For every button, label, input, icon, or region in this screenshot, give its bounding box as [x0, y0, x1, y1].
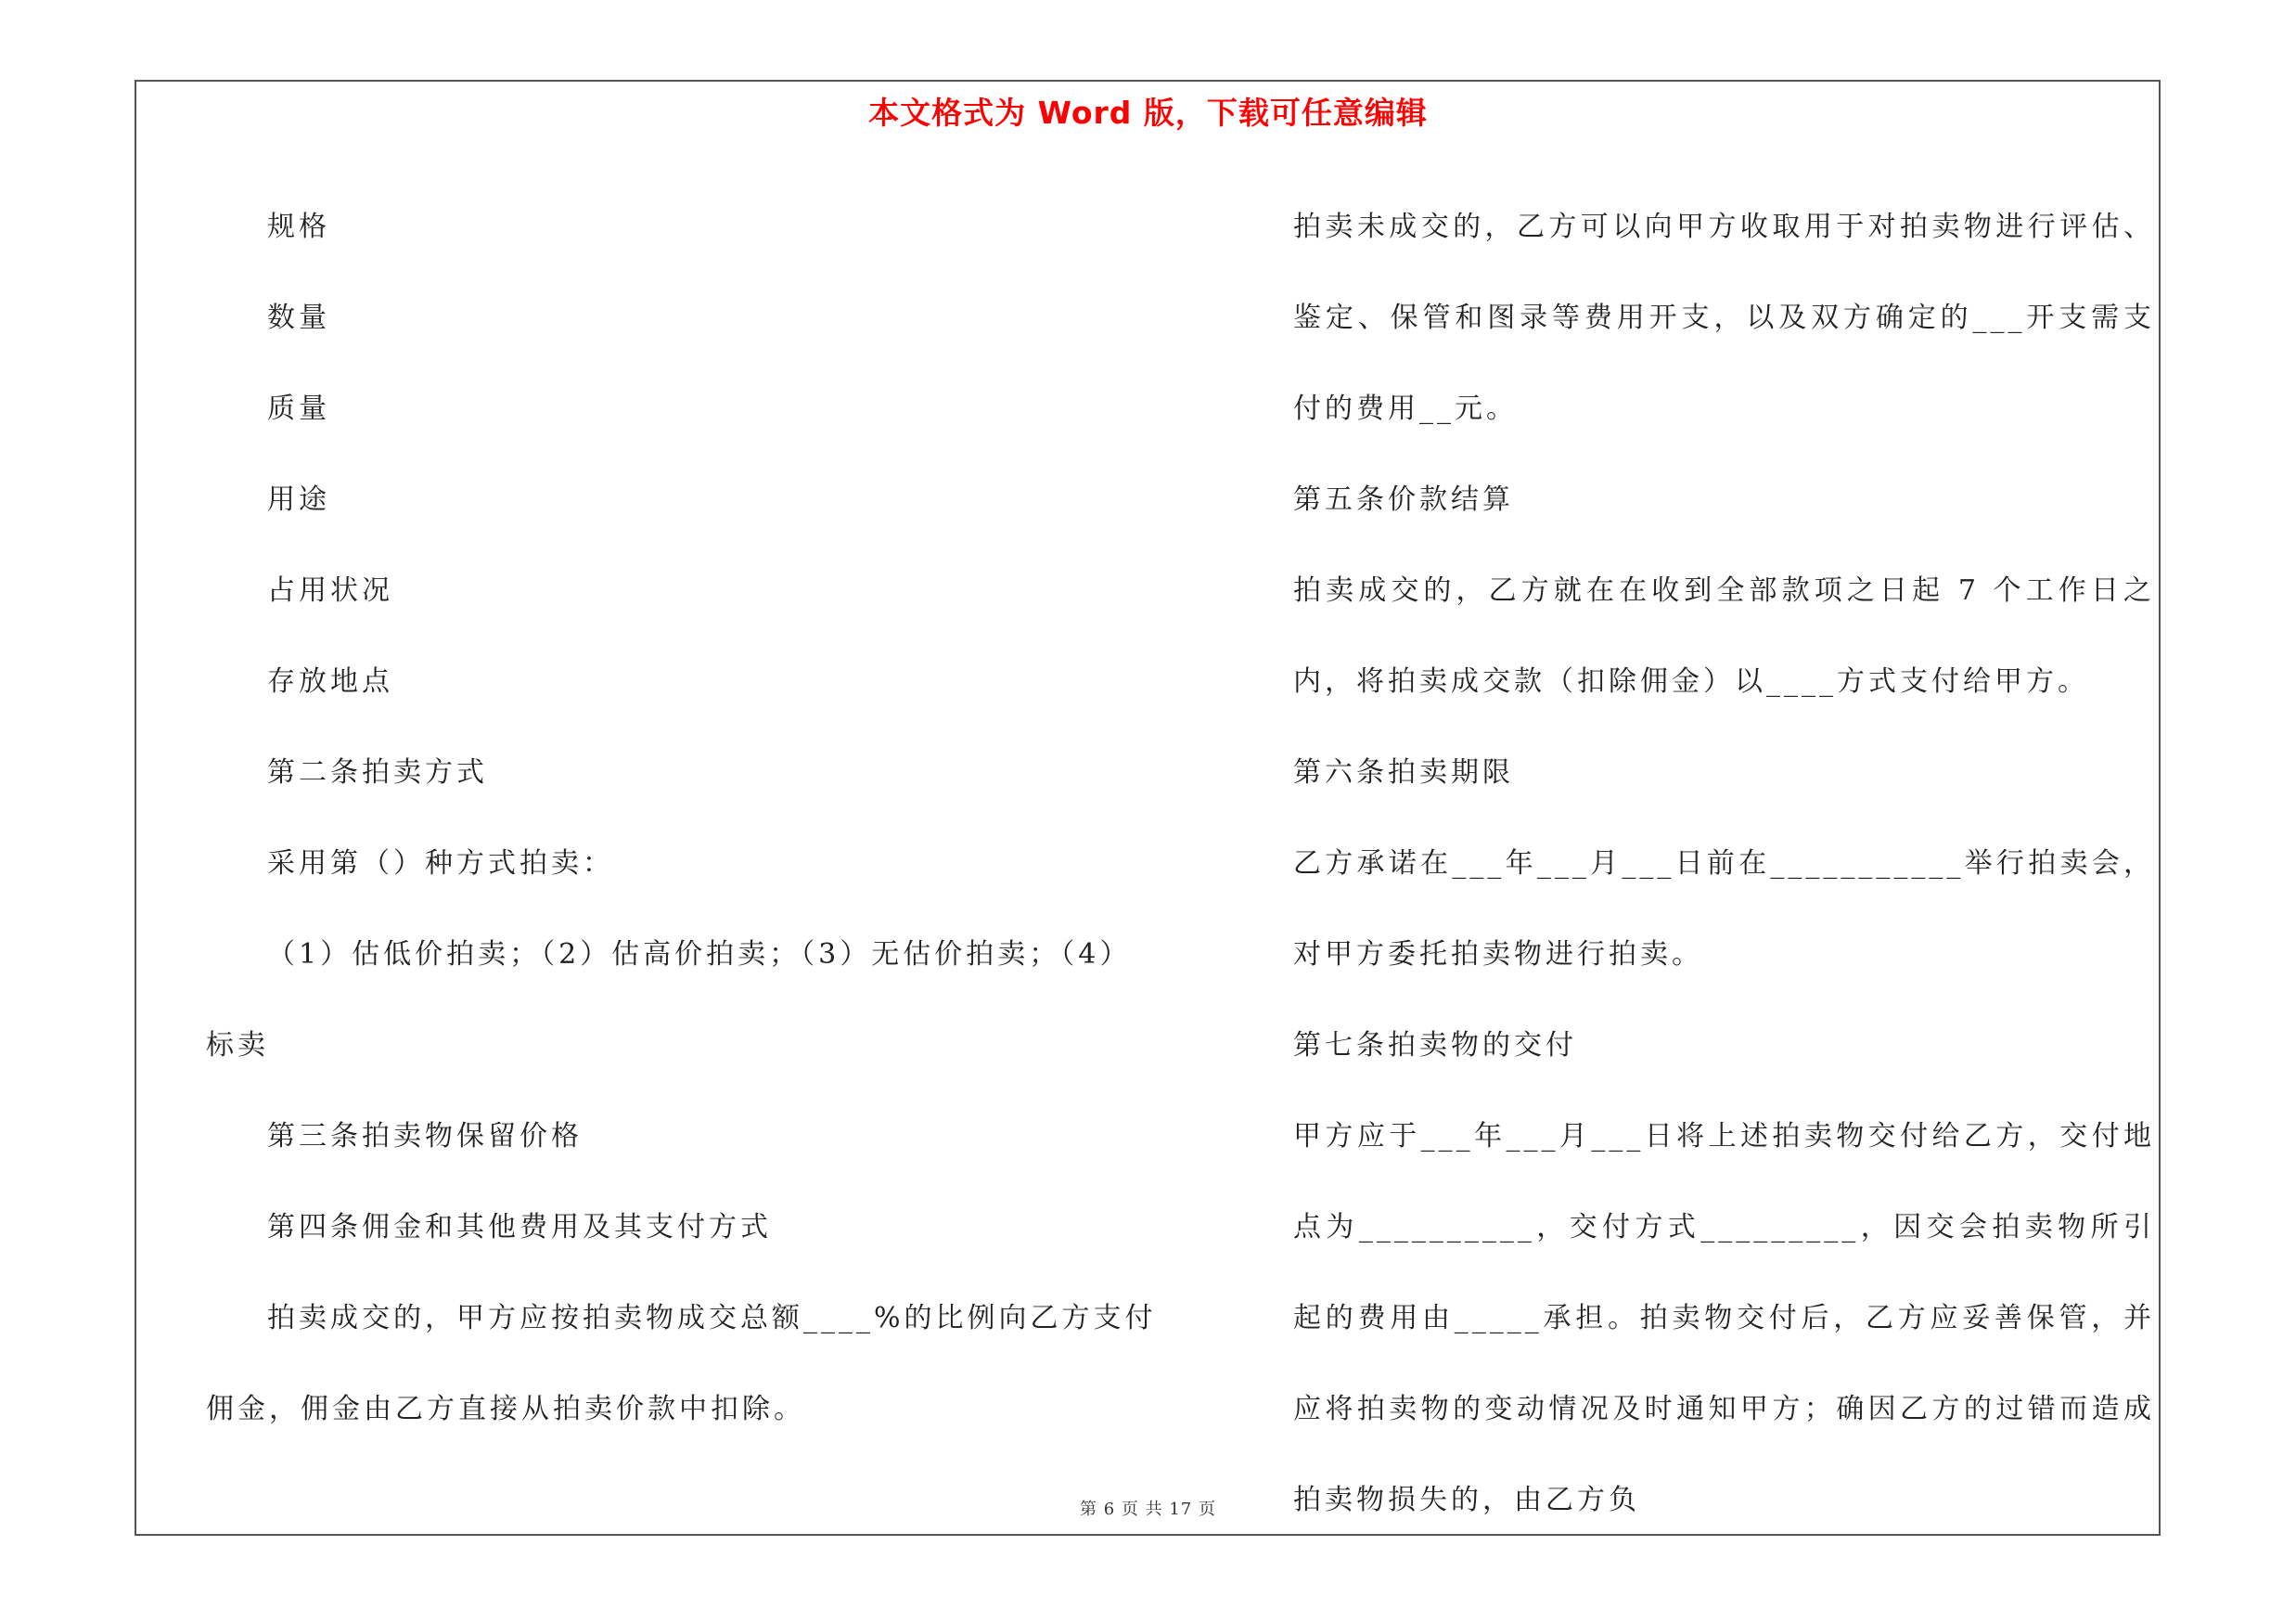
- right-paragraph: 拍卖未成交的，乙方可以向甲方收取用于对拍卖物进行评估、鉴定、保管和图录等费用开支，以及双方确定的___开支需支付的费用__元。: [1293, 211, 2155, 425]
- left-paragraph: （1）估低价拍卖；（2）估高价拍卖；（3）无估价拍卖；（4）: [267, 938, 1132, 971]
- right-paragraph: 乙方承诺在___年___月___日前在___________举行拍卖会，对甲方委托拍卖物进行拍卖。: [1293, 847, 2155, 971]
- left-paragraph: 质量: [267, 393, 330, 425]
- left-paragraph: 规格: [267, 211, 330, 243]
- section-heading: 第四条佣金和其他费用及其支付方式: [267, 1211, 772, 1243]
- left-paragraph: 采用第（）种方式拍卖：: [267, 847, 614, 880]
- word-format-banner: 本文格式为 Word 版，下载可任意编辑: [868, 95, 1428, 131]
- left-paragraph: 占用状况: [267, 574, 393, 607]
- left-text-column: [206, 182, 1161, 1455]
- section-heading: 第三条拍卖物保留价格: [267, 1120, 583, 1153]
- section-heading: 第五条价款结算: [1293, 483, 1514, 516]
- left-paragraph: 标卖: [206, 1029, 269, 1062]
- left-paragraph: 用途: [267, 483, 330, 516]
- section-heading: 第六条拍卖期限: [1293, 756, 1514, 789]
- right-paragraph: 拍卖成交的，乙方就在在收到全部款项之日起 7 个工作日之内，将拍卖成交款（扣除佣金）以____方式支付给甲方。: [1293, 574, 2155, 698]
- right-text-column: [1232, 182, 2155, 1546]
- left-paragraph: 存放地点: [267, 665, 393, 698]
- right-paragraph: 甲方应于___年___月___日将上述拍卖物交付给乙方，交付地点为__________，交付方式_________，因交会拍卖物所引起的费用由_____承担。拍卖物交付后，乙方应妥善保管，并应将拍卖物的变动情况及时通知甲方；确因乙方的过错而造成拍卖物损失的，由乙方负: [1293, 1120, 2155, 1516]
- section-heading: 第七条拍卖物的交付: [1293, 1029, 1577, 1062]
- left-paragraph: 拍卖成交的，甲方应按拍卖物成交总额____%的比例向乙方支付: [267, 1302, 1157, 1334]
- page-number-footer: 第 6 页 共 17 页: [1080, 1500, 1216, 1519]
- left-paragraph: 数量: [267, 302, 330, 334]
- left-paragraph: 佣金，佣金由乙方直接从拍卖价款中扣除。: [206, 1393, 805, 1425]
- section-heading: 第二条拍卖方式: [267, 756, 488, 789]
